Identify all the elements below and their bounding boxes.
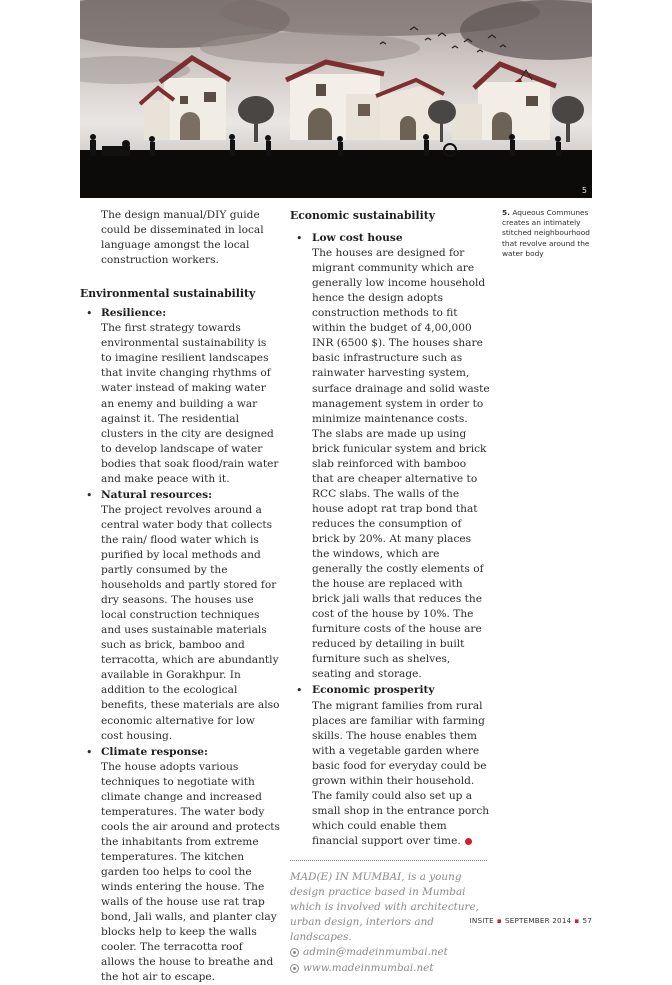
bullet-economic-prosperity-body <box>290 699 490 849</box>
column-1 <box>80 208 280 985</box>
hero-scene <box>80 0 592 198</box>
separator-dot-icon: ▪ <box>574 916 580 925</box>
column-2 <box>290 208 490 976</box>
caption-number: 5. <box>502 208 510 217</box>
bullet-body-text: The migrant families from rural places are familiar with farming skills. The house enables them with a vegetable garden where basic food for everyday could be grown within their household. The family could also set up a small shop in the entrance porch which could enable them financial support over time. <box>312 699 490 847</box>
page-footer <box>470 916 592 925</box>
bullet-natural-resources-body: The project revolves around a central water body that collects the rain/ flood water which is purified by local methods and partly consumed by the households and partly stored for dry seasons. The houses use local construction techniques and uses sustainable materials such as brick, bamboo and terracotta, which are abundantly available in Gorakhpur. In addition to the ecological benefits, these materials are also economic alternative for low cost housing. <box>101 503 280 742</box>
email-icon <box>290 948 299 957</box>
bullet-low-cost-body: The houses are designed for migrant community which are generally low income household hence the design adopts construction methods to fit within the budget of 4,00,000 INR (6500 $). The houses share basic infrastructure such as rainwater harvesting system, surface drainage and solid waste management system in order to minimize maintenance costs. The slabs are made up using brick funicular system and brick slab reinforced with bamboo that are cheaper alternative to RCC slabs. The walls of the house adopt rat trap bond that reduces the consumption of brick by 20%. At many places the windows, which are generally the costly elements of the house are replaced with brick jali walls that reduces the cost of the house by 10%. The furniture costs of the house are reduced by detailing in built furniture such as shelves, seating and storage. <box>312 247 490 681</box>
bullet-resilience-title <box>80 306 280 321</box>
issue-date: SEPTEMBER 2014 <box>504 916 572 925</box>
divider <box>290 860 487 861</box>
bullet-title: Low cost house <box>312 232 403 245</box>
magazine-name: INSITE <box>469 916 494 925</box>
bullet-economic-prosperity-title <box>290 683 490 698</box>
end-mark-icon <box>465 838 472 845</box>
email-line <box>290 945 490 960</box>
bullet-natural-resources-title <box>80 488 280 503</box>
bullet-title: Natural resources: <box>101 488 213 501</box>
website-line <box>290 961 490 976</box>
author-bio: MAD(E) IN MUMBAI, is a young design practice based in Mumbai which is involved with architecture, urban design, interiors and landscapes. <box>290 870 479 944</box>
bullet-climate-response-body: The house adopts various techniques to negotiate with climate change and increased temperatures. The water body cools the air around and protects the inhabitants from extreme temperatures. The kitchen garden too helps to cool the winds entering the house. The walls of the house use rat trap bond, Jali walls, and planter clay blocks help to keep the walls cooler. The terracotta roof allows the house to breathe and the hot air to escape. <box>101 760 280 984</box>
bullet-title: Climate response: <box>101 745 208 758</box>
bullet-low-cost-title <box>290 231 490 246</box>
bullet-title: Resilience: <box>101 307 167 320</box>
bullet-title: Economic prosperity <box>312 684 435 697</box>
website-link[interactable]: www.madeinmumbai.net <box>303 961 434 974</box>
page-number: 57 <box>582 916 592 925</box>
hero-illustration <box>80 0 592 198</box>
intro-paragraph: The design manual/DIY guide could be disseminated in local language amongst the local construction workers. <box>101 209 264 267</box>
separator-dot-icon: ▪ <box>496 916 502 925</box>
figure-number: 5 <box>581 186 587 195</box>
email-link[interactable]: admin@madeinmumbai.net <box>303 946 448 959</box>
bullet-resilience-body: The first strategy towards environmental sustainability is to imagine resilient landscapes that invite changing rhythms of water instead of making water an enemy and building a war against it. The residential clusters in the city are designed to develop landscape of water bodies that soak flood/rain water and make peace with it. <box>101 322 279 485</box>
globe-icon <box>290 964 299 973</box>
economic-heading: Economic sustainability <box>290 209 435 222</box>
figure-caption <box>502 208 594 259</box>
environmental-heading: Environmental sustainability <box>80 287 256 301</box>
caption-text: Aqueous Communes creates an intimately stitched neighbourhood that revolve around the water body <box>502 208 590 258</box>
bullet-climate-response-title <box>80 745 280 760</box>
